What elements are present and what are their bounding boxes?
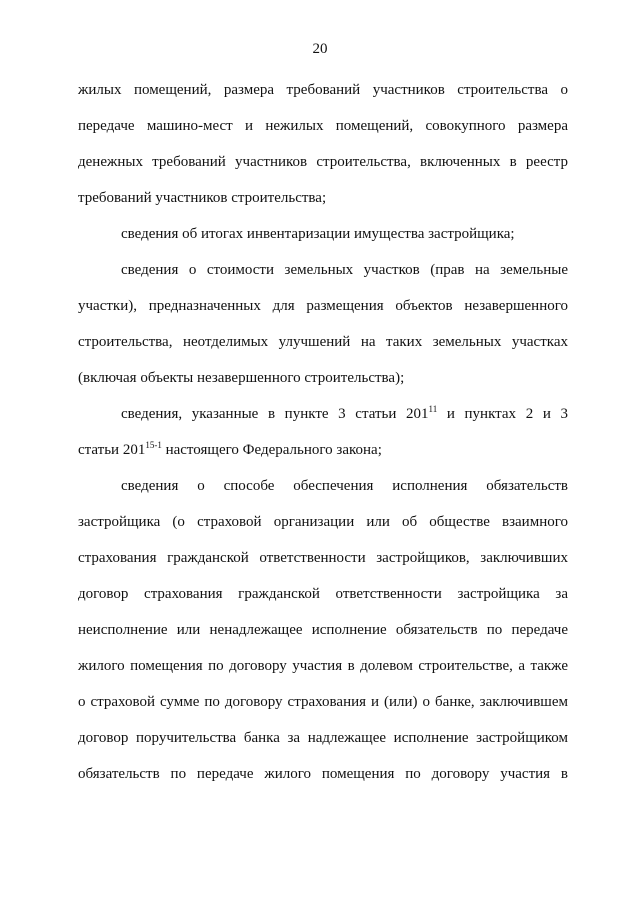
text-segment: статьи 201	[78, 442, 146, 458]
text-segment: настоящего Федерального закона;	[161, 442, 382, 458]
text-line: передаче машино-мест и нежилых помещений, совокупного размера	[78, 118, 568, 134]
superscript-reference: 15-1	[145, 440, 162, 450]
text-line: договор поручительства банка за надлежащее исполнение застройщиком	[78, 730, 568, 746]
page-number: 20	[312, 41, 328, 57]
text-line: строительства, неотделимых улучшений на таких земельных участках	[78, 334, 568, 350]
text-segment: и пунктах 2 и 3	[437, 406, 568, 422]
text-line: жилых помещений, размера требований участников строительства о	[78, 82, 568, 98]
text-line-with-reference	[78, 432, 568, 468]
text-line: сведения об итогах инвентаризации имущества застройщика;	[121, 226, 515, 242]
text-line: денежных требований участников строительства, включенных в реестр	[78, 154, 568, 170]
text-line: договор страхования гражданской ответственности застройщика за	[78, 586, 568, 602]
text-line: сведения о способе обеспечения исполнения обязательств	[121, 478, 568, 494]
text-segment: сведения, указанные в пункте 3 статьи 201	[121, 406, 429, 422]
text-line: (включая объекты незавершенного строительства);	[78, 370, 405, 386]
text-line: о страховой сумме по договору страхования и (или) о банке, заключившем	[78, 694, 568, 710]
superscript-reference: 11	[428, 404, 438, 414]
text-line: сведения о стоимости земельных участков (прав на земельные	[121, 262, 568, 278]
text-line: страхования гражданской ответственности застройщиков, заключивших	[78, 550, 568, 566]
text-line: обязательств по передаче жилого помещения по договору участия в	[78, 766, 568, 782]
text-line: неисполнение или ненадлежащее исполнение обязательств по передаче	[78, 622, 568, 638]
text-line: требований участников строительства;	[78, 190, 327, 206]
text-line: жилого помещения по договору участия в долевом строительстве, а также	[78, 658, 568, 674]
text-line-with-reference	[78, 396, 568, 432]
document-body	[78, 72, 568, 792]
text-line: застройщика (о страховой организации или об обществе взаимного	[78, 514, 568, 530]
text-line: участки), предназначенных для размещения объектов незавершенного	[78, 298, 568, 314]
